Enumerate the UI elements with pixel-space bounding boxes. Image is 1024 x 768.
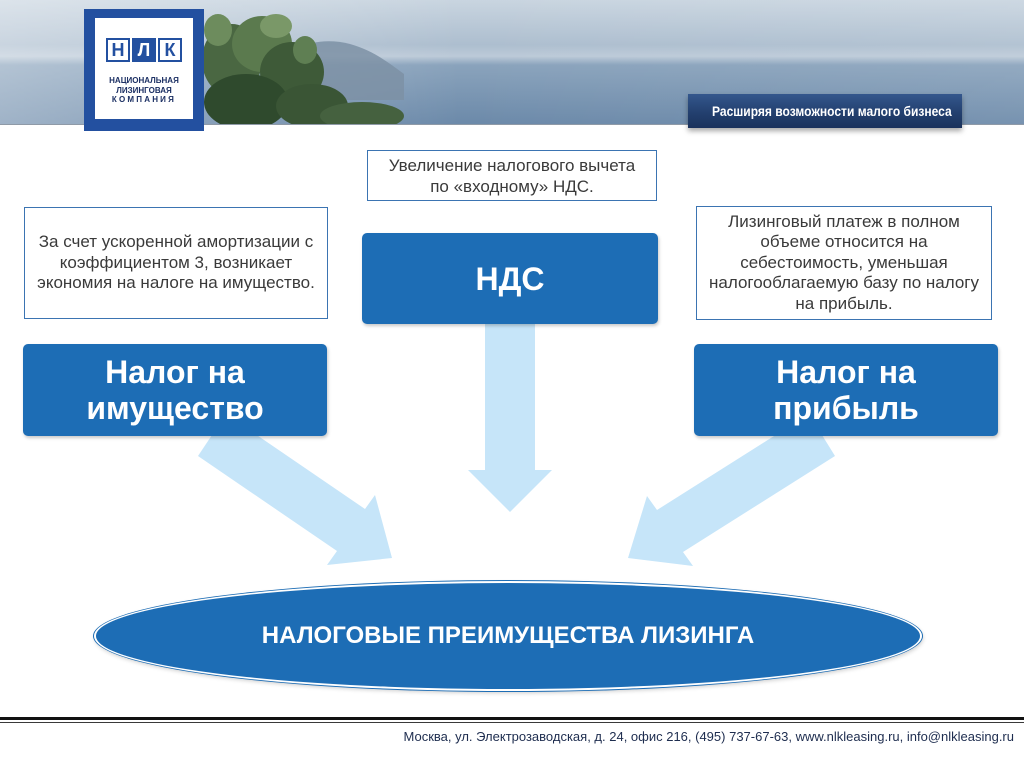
vat-note — [367, 150, 657, 201]
property-tax-box — [23, 344, 327, 436]
logo-line: НАЦИОНАЛЬНАЯ — [109, 76, 179, 85]
footer-divider-thick — [0, 717, 1024, 720]
arrow-from-profit-tax — [628, 414, 835, 566]
note-line: Увеличение налогового вычета — [388, 155, 636, 175]
box-label: Налог на — [105, 354, 245, 390]
note-line: Лизинговый платеж в полном — [728, 211, 960, 231]
profit-tax-note — [696, 206, 992, 320]
note-line: на прибыль. — [795, 293, 893, 313]
footer-divider-thin — [0, 722, 1024, 723]
box-label: Налог на — [776, 354, 916, 390]
property-tax-note — [24, 207, 328, 319]
profit-tax-box — [694, 344, 998, 436]
note-line: экономия на налоге на имущество. — [37, 273, 315, 293]
logo-letter: Н — [106, 38, 130, 62]
logo-line: КОМПАНИЯ — [111, 95, 177, 104]
box-label: имущество — [86, 390, 264, 426]
vat-box — [362, 233, 658, 324]
box-label: прибыль — [773, 390, 919, 426]
note-line: себестоимость, уменьшая — [740, 252, 948, 272]
result-label: НАЛОГОВЫЕ ПРЕИМУЩЕСТВА ЛИЗИНГА — [261, 622, 755, 649]
note-line: За счет ускоренной амортизации с — [38, 232, 314, 252]
note-line: объеме относится на — [760, 232, 928, 252]
tagline-text: Расширяя возможности малого бизнеса — [712, 103, 952, 119]
footer-contacts: Москва, ул. Электрозаводская, д. 24, офис 216, (495) 737-67-63, www.nlkleasing.ru, info@nlkleasing.ru — [403, 729, 1014, 744]
note-line: налогооблагаемую базу по налогу — [708, 273, 979, 293]
arrow-from-vat — [468, 322, 552, 512]
logo-line: ЛИЗИНГОВАЯ — [116, 85, 172, 95]
arrow-from-property-tax — [198, 414, 392, 565]
note-line: коэффициентом 3, возникает — [59, 252, 293, 272]
leasing-tax-benefits-ellipse — [94, 581, 922, 691]
logo-letter: К — [158, 38, 182, 62]
logo-letter: Л — [132, 38, 156, 62]
box-label: НДС — [475, 260, 545, 297]
note-line: по «входному» НДС. — [430, 176, 594, 196]
